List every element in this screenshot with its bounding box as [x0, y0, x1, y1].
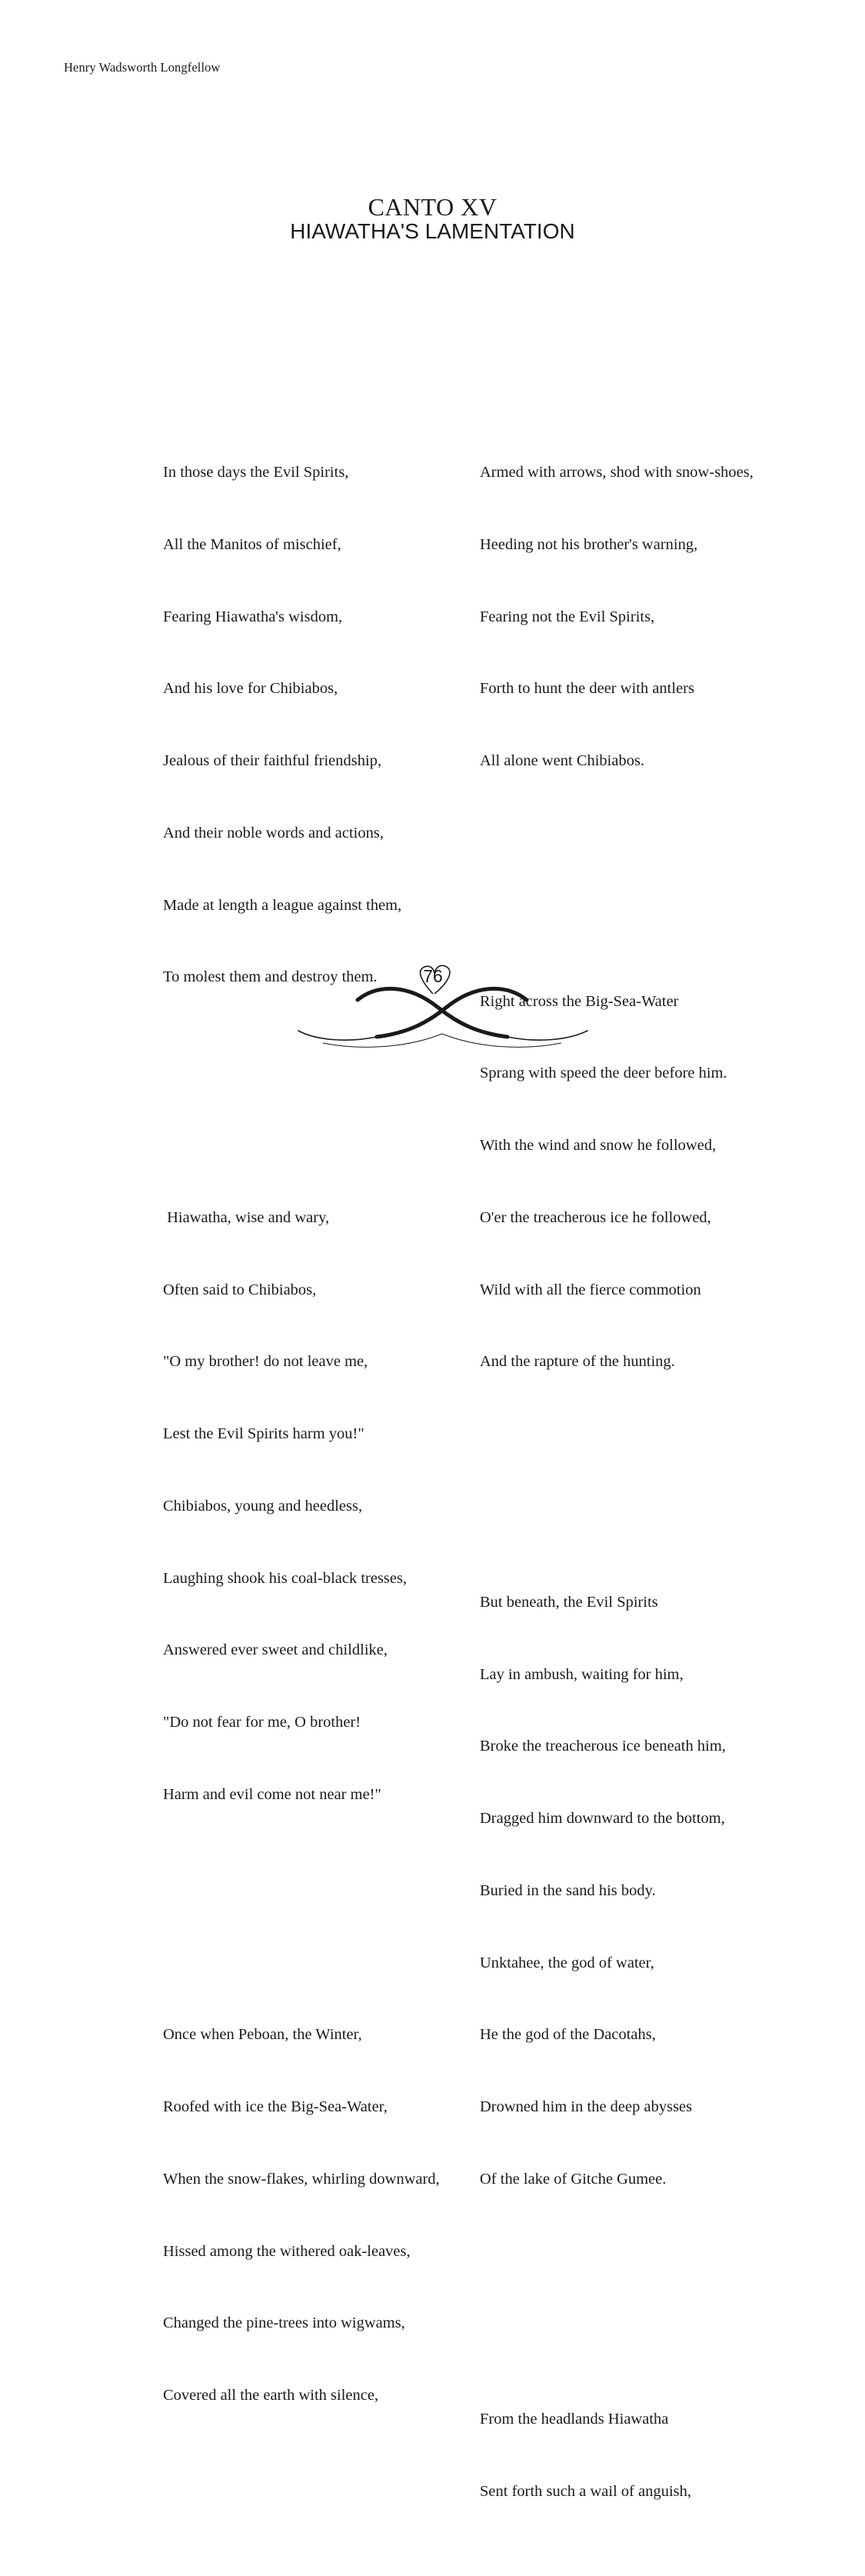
stanza-break [163, 1086, 440, 1110]
verse-line: Armed with arrows, shod with snow-shoes, [480, 464, 754, 481]
swirl-tail-left [298, 1031, 377, 1040]
verse-line: But beneath, the Evil Spirits [480, 1593, 658, 1611]
swirl-underline [323, 1034, 561, 1047]
verse-line: Heeding not his brother's warning, [480, 535, 698, 553]
verse-line: Lest the Evil Spirits harm you!" [163, 1425, 364, 1442]
verse-line: Covered all the earth with silence, [163, 2387, 379, 2404]
verse-line: Right across the Big-Sea-Water [480, 992, 679, 1010]
verse-line: Fearing Hiawatha's wisdom, [163, 608, 343, 625]
verse-line: Answered ever sweet and childlike, [163, 1641, 388, 1659]
verse-line: With the wind and snow he followed, [480, 1137, 717, 1154]
poem-column-left [163, 365, 440, 2480]
verse-line: Roofed with ice the Big-Sea-Water, [163, 2098, 388, 2115]
verse-line: Broke the treacherous ice beneath him, [480, 1738, 726, 1755]
verse-line: And their noble words and actions, [163, 824, 384, 841]
verse-line: Sent forth such a wail of anguish, [480, 2483, 691, 2500]
poem-column-right [480, 365, 754, 2576]
canto-subtitle: HIAWATHA'S LAMENTATION [290, 219, 575, 243]
verse-line: In those days the Evil Spirits, [163, 464, 349, 481]
verse-line: Wild with all the fierce commotion [480, 1281, 701, 1298]
verse-line: Fearing not the Evil Spirits, [480, 608, 655, 625]
page-number: 76 [423, 966, 443, 986]
stanza-break [480, 2288, 754, 2311]
verse-line: Of the lake of Gitche Gumee. [480, 2170, 667, 2188]
verse-line: Often said to Chibiabos, [163, 1281, 317, 1298]
swirl-stroke-b [377, 988, 527, 1037]
stanza-break [480, 869, 754, 893]
verse-line: Unktahee, the god of water, [480, 1954, 654, 1971]
verse-line: Hiawatha, wise and wary, [163, 1208, 330, 1226]
swirl-stroke-a [358, 988, 507, 1037]
stanza [163, 1975, 440, 2456]
verse-line: To molest them and destroy them. [163, 968, 378, 986]
verse-line: All the Manitos of mischief, [163, 535, 341, 553]
swirl-tail-right [507, 1031, 587, 1040]
verse-line: And the rapture of the hunting. [480, 1353, 675, 1371]
verse-line: Jealous of their faithful friendship, [163, 752, 382, 769]
verse-line: Lay in ambush, waiting for him, [480, 1665, 684, 1683]
stanza [163, 413, 440, 1038]
verse-line: O'er the treacherous ice he followed, [480, 1208, 711, 1226]
stanza [163, 1158, 440, 1855]
verse-line: He the god of the Dacotahs, [480, 2026, 656, 2044]
verse-line: From the headlands Hiawatha [480, 2411, 669, 2428]
verse-line: Forth to hunt the deer with antlers [480, 680, 694, 698]
running-header-author: Henry Wadsworth Longfellow [64, 60, 221, 75]
verse-line: Chibiabos, young and heedless, [163, 1497, 363, 1515]
verse-line: "Do not fear for me, O brother! [163, 1714, 361, 1731]
stanza-break [480, 1471, 754, 1495]
stanza-break [163, 1903, 440, 1927]
verse-line: Sprang with speed the deer before him. [480, 1065, 727, 1082]
verse-line: Changed the pine-trees into wigwams, [163, 2314, 405, 2332]
verse-line: All alone went Chibiabos. [480, 752, 645, 769]
verse-line: "O my brother! do not leave me, [163, 1353, 368, 1371]
stanza [480, 2360, 754, 2552]
verse-line: Hissed among the withered oak-leaves, [163, 2242, 411, 2260]
stanza [480, 1542, 754, 2239]
canto-title: CANTO XV [368, 193, 497, 221]
verse-line: Drowned him in the deep abysses [480, 2098, 693, 2115]
verse-line: When the snow-flakes, whirling downward, [163, 2170, 440, 2188]
verse-line: Harm and evil come not near me!" [163, 1785, 381, 1803]
verse-line: Once when Peboan, the Winter, [163, 2026, 362, 2044]
verse-line: Buried in the sand his body. [480, 1881, 656, 1899]
stanza [480, 413, 754, 821]
verse-line: Dragged him downward to the bottom, [480, 1810, 725, 1827]
verse-line: And his love for Chibiabos, [163, 680, 338, 698]
verse-line: Made at length a league against them, [163, 896, 402, 914]
verse-line: Laughing shook his coal-black tresses, [163, 1569, 408, 1587]
